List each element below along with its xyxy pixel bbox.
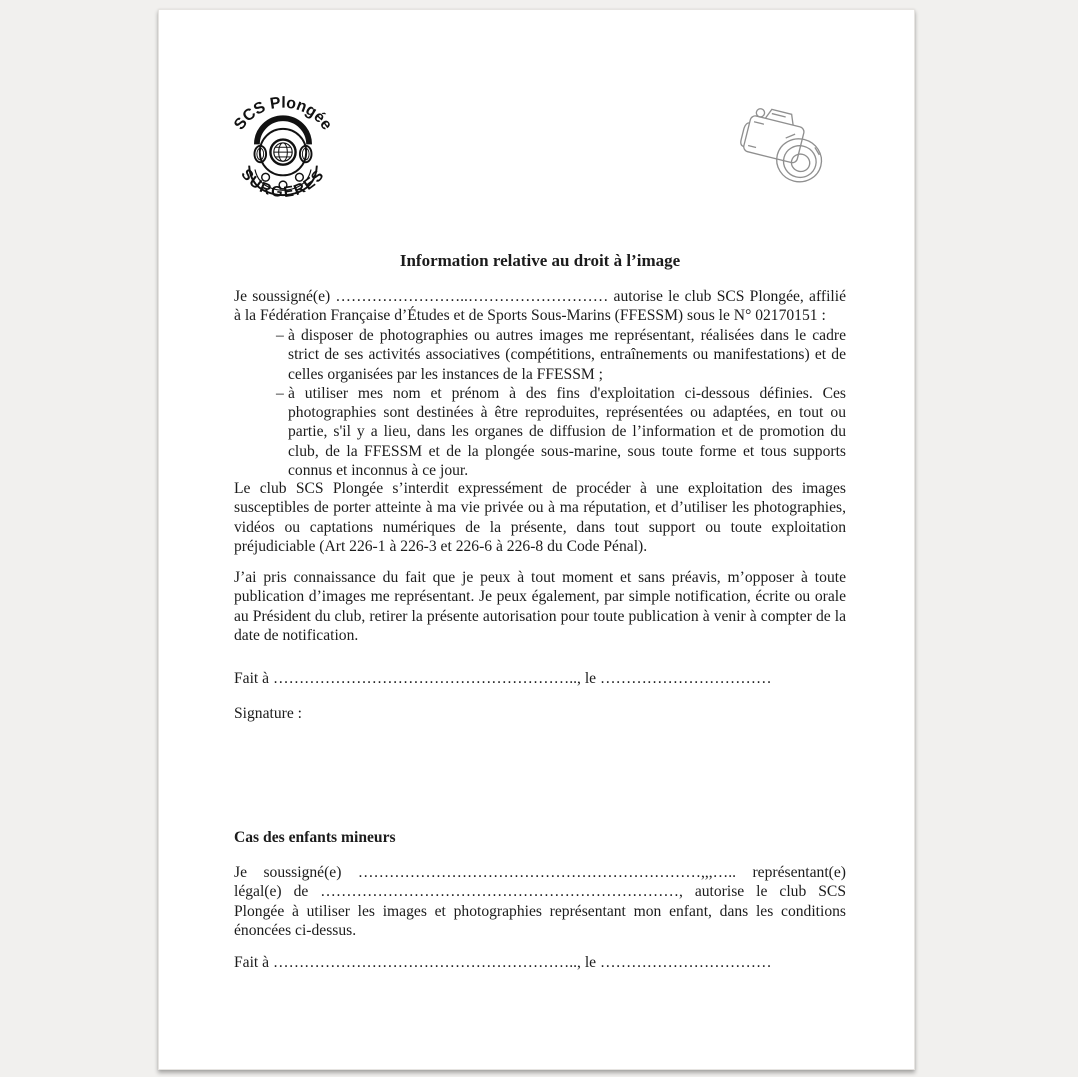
- document-page: [158, 9, 915, 1070]
- svg-text:SURGERES: [237, 166, 328, 201]
- minors-heading: Cas des enfants mineurs: [234, 829, 396, 846]
- minors-fait-a-line: Fait à ………………………………………………….., le ……………………………: [234, 954, 772, 971]
- list-item-photos: [234, 326, 846, 384]
- paragraph-interdiction: Le club SCS Plongée s’interdit expressément de procéder à une exploitation des images susceptibles de porter atteinte à ma vie privée ou à ma réputation, et d’utiliser les photographies, vidéos ou captations numériques de la présente, dans tout support ou toute exploitation préjudiciable (Art 226-1 à 226-3 et 226-6 à 226-8 du Code Pénal).: [234, 480, 846, 555]
- signature-label: Signature :: [234, 705, 302, 722]
- logo-bottom-text: SURGERES: [237, 165, 329, 202]
- intro-paragraph: Je soussigné(e) ……………………..……………………… autorise le club SCS Plongée, affilié à la Fédération Française d’Études et de Sports Sous-Marins (FFESSM) sous le N° 02170151 :: [234, 288, 846, 325]
- svg-text:SCS Plongée: [231, 94, 335, 133]
- minors-paragraph: Je soussigné(e) …………………………………………………………,,,….. représentant(e) légal(e) de ……………………………………………………………, autorise le club SCS Plongée à utiliser les images et photographies représentant mon enfant, dans les conditions énoncées ci-dessus.: [234, 864, 846, 939]
- list-item-text: à utiliser mes nom et prénom à des fins d'exploitation ci-dessous définies. Ces photographies sont destinées à être reproduites, représentées ou adaptées, en tout ou partie, s'il y a lieu, dans les organes de diffusion de l’information et de promotion du club, de la FFESSM et de la plongée sous-marine, sous toute forme et tous supports connus et inconnus à ce jour.: [288, 384, 846, 480]
- diving-helmet-icon: [225, 92, 341, 218]
- bullet-marker: –: [276, 384, 284, 402]
- list-item-name-use: [234, 384, 846, 480]
- bullet-marker: –: [276, 327, 284, 344]
- paragraph-droit-retrait: J’ai pris connaissance du fait que je peux à tout moment et sans préavis, m’opposer à toute publication d’images me représentant. Je peux également, par simple notification, écrite ou orale au Président du club, retirer la présente autorisation pour toute publication à venir à compter de la date de notification.: [234, 569, 846, 644]
- document-title: Information relative au droit à l’image: [399, 251, 681, 270]
- authorization-list: [234, 326, 846, 480]
- fait-a-line: Fait à ………………………………………………….., le ……………………………: [234, 670, 772, 687]
- club-logo: [225, 92, 341, 218]
- camera-icon: [731, 96, 833, 194]
- list-item-text: à disposer de photographies ou autres images me représentant, réalisées dans le cadre strict de ses activités associatives (compétitions, entraînements ou manifestations) et de celles organisées par les instances de la FFESSM ;: [288, 327, 846, 383]
- logo-top-text: SCS Plongée: [231, 94, 336, 134]
